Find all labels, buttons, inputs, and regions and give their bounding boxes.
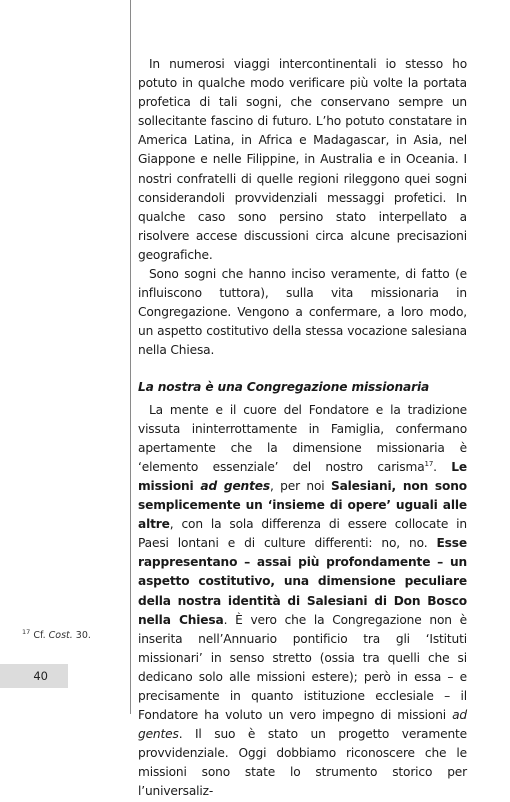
- page-number: 40: [33, 669, 48, 683]
- paragraph-1: In numerosi viaggi intercontinentali io stesso ho potuto in qualche modo verificare più volte la portata profetica di tali sogni, che conservano sempre un sollecitante fascino di futuro. L’ho potuto constatare in America Latina, in Africa e Madagascar, in Asia, nel Giappone e nelle Filippine, in Australia e in Oceania. I nostri confratelli di quelle regioni rileggono quei sogni considerandoli provvidenziali messaggi profetici. In qualche caso sono persino stato interpellato a risolvere accese discussioni circa alcune precisazioni geografiche.: [138, 57, 467, 262]
- bold-run: Salesiani, non sono semplicemente un ‘insieme di opere’ uguali alle altre: [138, 478, 468, 532]
- text-run: , per noi: [269, 478, 331, 493]
- page-number-box: [0, 664, 68, 688]
- bold-italic-run: ad gentes: [200, 478, 270, 493]
- bold-run: Esse rappresentano – assai più profondamente – un aspetto costitutivo, una dimensione peculiare della nostra identità di Salesiani di Don Bosco nella Chiesa: [138, 536, 467, 627]
- text-run: . Il suo è stato un progetto veramente provvidenziale. Oggi dobbiamo riconoscere che le missioni sono state lo strumento storico per l’universaliz-: [138, 727, 467, 799]
- text-run: .: [433, 459, 452, 474]
- footnote-text: 30.: [72, 630, 91, 641]
- footnote-italic: Cost.: [48, 630, 73, 641]
- footnote-number: 17: [22, 627, 31, 636]
- footnote-ref: 17: [424, 459, 434, 468]
- italic-run: ad gentes: [138, 708, 467, 742]
- paragraph-3: [138, 401, 467, 802]
- section-heading: La nostra è una Congregazione missionaria: [138, 379, 430, 394]
- footnote-text: Cf.: [33, 630, 49, 641]
- text-run: , con la sola differenza di essere collocate in Paesi lontani e di culture differenti: no, no.: [138, 517, 467, 551]
- text-run: La mente e il cuore del Fondatore e la tradizione vissuta ininterrottamente in Famiglia, confermano apertamente che la dimensione missionaria è ‘elemento essenziale’ del nostro carisma: [138, 402, 467, 474]
- footnote: [22, 627, 126, 641]
- text-run: . È vero che la Congregazione non è inserita nell’Annuario pontificio tra gli ‘Istituti missionari’ in senso stretto (ossia tra quelli che si dedicano solo alle missioni estere); però in essa – e precisamente in quanto istituzione ecclesiale – il Fondatore ha voluto un vero impegno di missioni: [138, 612, 467, 723]
- bold-run: Le missioni: [138, 459, 467, 493]
- column-divider: [130, 0, 131, 714]
- paragraph-2: Sono sogni che hanno inciso veramente, di fatto (e influiscono tuttora), sulla vita missionaria in Congregazione. Vengono a confermare, a loro modo, un aspetto costitutivo della stessa vocazione salesiana nella Chiesa.: [138, 267, 467, 358]
- main-text-column: [138, 55, 467, 802]
